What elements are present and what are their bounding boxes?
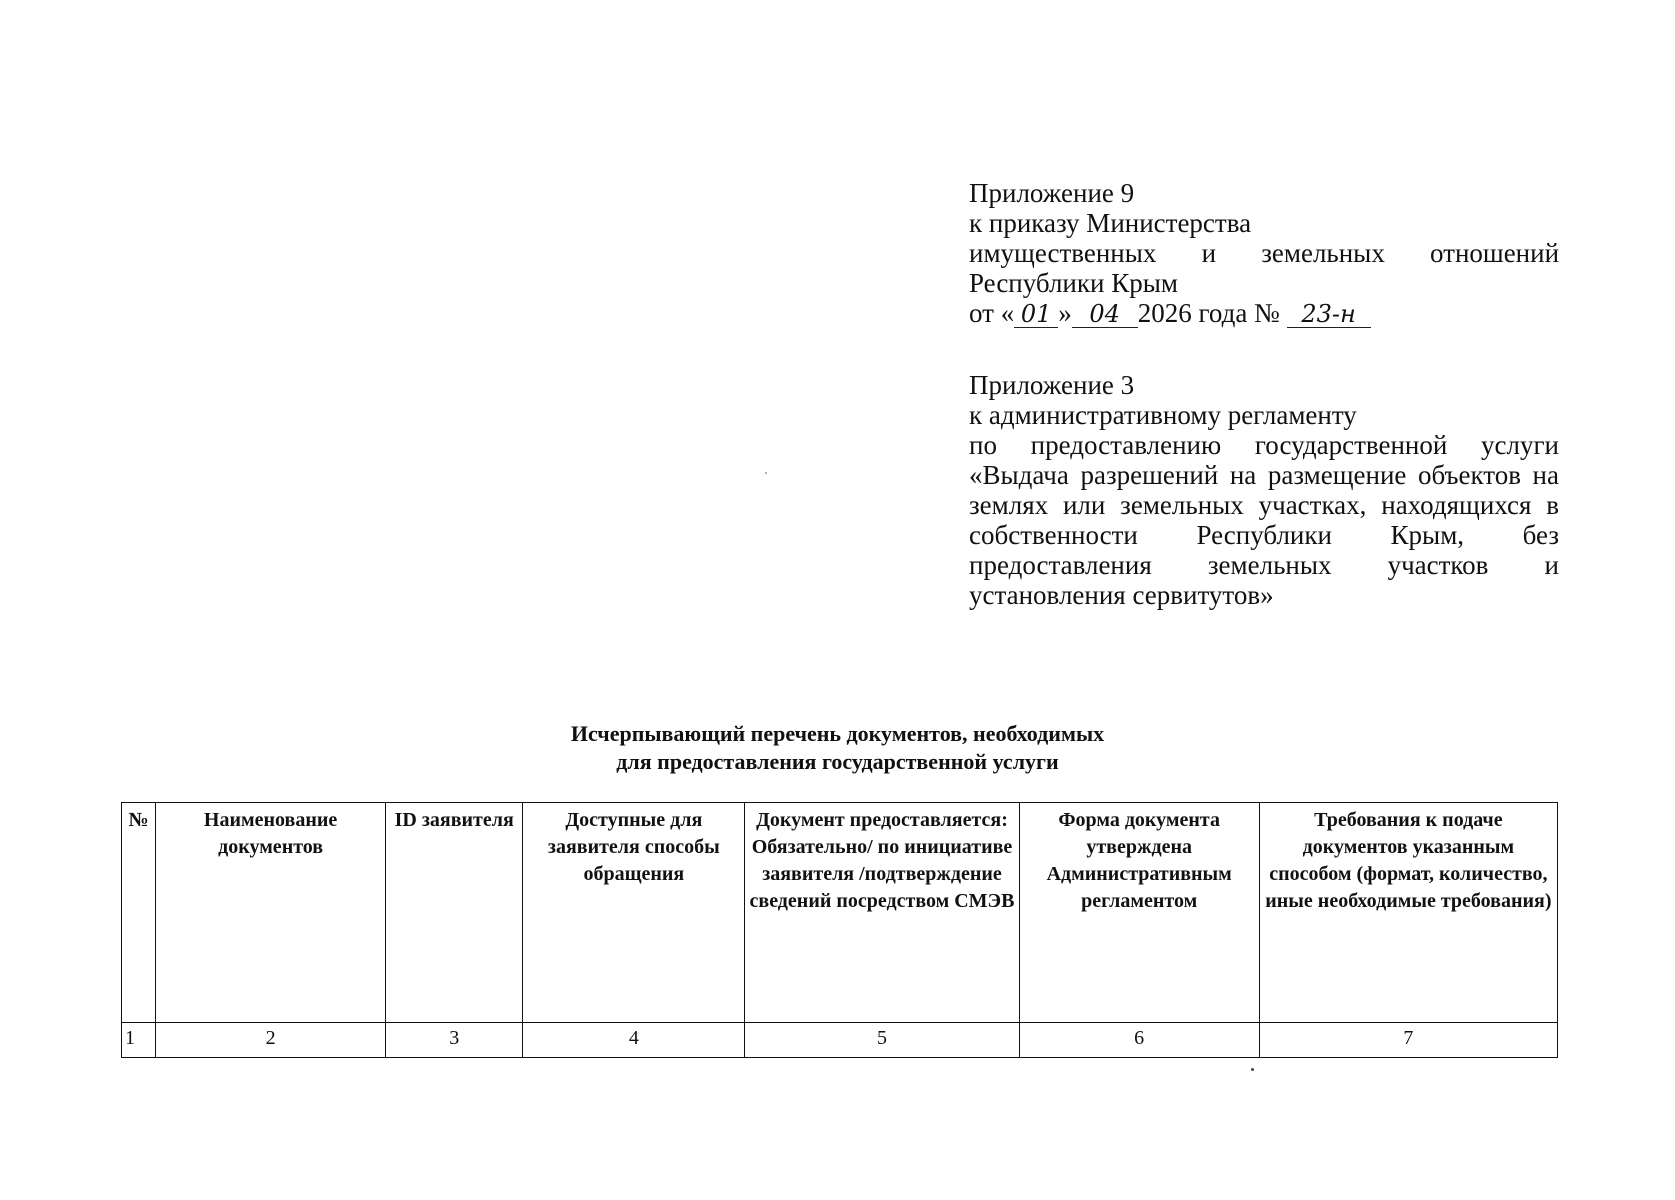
title-line-1: Исчерпывающий перечень документов, необходимых xyxy=(570,721,1105,746)
table-cell: 6 xyxy=(1019,1023,1259,1058)
table-cell: 3 xyxy=(386,1023,523,1058)
annex-3-heading: Приложение 3 xyxy=(969,370,1135,400)
service-name: «Выдача разрешений на размещение объектов на землях или земельных участках, находящихся в собственности Республики Крым, без предоставления земельных участков и установления сервитутов» xyxy=(969,460,1559,610)
order-date-line xyxy=(969,298,1559,328)
annex-9-heading: Приложение 9 xyxy=(969,178,1135,208)
table-cell: 7 xyxy=(1259,1023,1557,1058)
annex-9-republic: Республики Крым xyxy=(969,268,1178,298)
annex-9-ministry-line xyxy=(969,238,1559,268)
handwritten-day: 01 xyxy=(1014,301,1058,328)
table-cell: 1 xyxy=(122,1023,156,1058)
handwritten-order-number: 23-н xyxy=(1287,301,1371,328)
annex-9-order-ref: к приказу Министерства xyxy=(969,208,1252,238)
table-cell: 2 xyxy=(156,1023,386,1058)
annex-9-block xyxy=(969,178,1559,328)
header-form-approval: Форма документа утверждена Административным регламентом xyxy=(1019,803,1259,1023)
scan-speck xyxy=(1251,1068,1254,1071)
header-applicant-id: ID заявителя xyxy=(386,803,523,1023)
date-prefix: от « xyxy=(969,298,1015,328)
document-title xyxy=(300,720,1375,776)
handwritten-month: 04 xyxy=(1072,301,1138,328)
header-submission-methods: Доступные для заявителя способы обращения xyxy=(523,803,745,1023)
date-quote: » xyxy=(1058,298,1072,328)
title-line-2: для предоставления государственной услуги xyxy=(616,749,1059,774)
header-number: № xyxy=(122,803,156,1023)
scan-speck xyxy=(765,472,767,474)
annex-3-regulation-ref: к административному регламенту xyxy=(969,400,1357,430)
annex-3-block xyxy=(969,370,1559,610)
table-cell: 4 xyxy=(523,1023,745,1058)
header-document-name: Наименование документов xyxy=(156,803,386,1023)
documents-table xyxy=(121,802,1558,1058)
table-row xyxy=(122,1023,1558,1058)
header-requirements: Требования к подаче документов указанным способом (формат, количество, иные необходимые требования) xyxy=(1259,803,1557,1023)
date-year-text: 2026 года № xyxy=(1137,298,1280,328)
word: имущественных xyxy=(969,238,1157,268)
word: отношений xyxy=(1430,238,1560,268)
table-header-row xyxy=(122,803,1558,1023)
annex-3-service-line: по предоставлению государственной услуги xyxy=(969,430,1559,460)
header-provision-type: Документ предоставляется: Обязательно/ по инициативе заявителя /подтверждение сведений посредством СМЭВ xyxy=(745,803,1019,1023)
word: земельных xyxy=(1261,238,1385,268)
word: и xyxy=(1201,238,1217,268)
table-cell: 5 xyxy=(745,1023,1019,1058)
